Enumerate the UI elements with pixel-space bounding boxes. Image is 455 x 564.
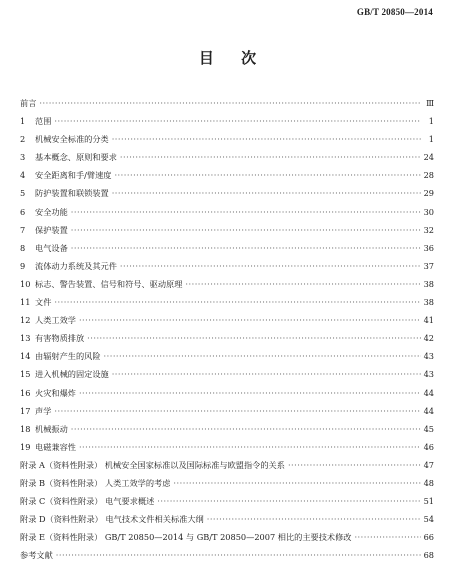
dot-leader [79, 384, 421, 402]
toc-entry-label: 附录 D（资料性附录） 电气技术文件相关标准大纲 [20, 514, 204, 525]
toc-entry-label: 防护装置和联锁装置 [35, 188, 109, 199]
toc-entry-page-number: 43 [423, 351, 434, 362]
toc-entry-number: 11 [20, 297, 31, 308]
toc-entry[interactable] [20, 546, 434, 564]
dot-leader [112, 130, 421, 148]
toc-entry-number: 15 [20, 369, 31, 380]
toc-entry[interactable] [20, 510, 434, 528]
dot-leader [39, 94, 421, 112]
toc-entry-page-number: Ⅲ [426, 98, 434, 108]
toc-entry-page-number: 32 [423, 224, 434, 235]
toc-entry-number: 10 [20, 278, 31, 289]
toc-entry[interactable] [20, 438, 434, 456]
toc-entry-page-number: 43 [423, 369, 434, 380]
toc-entry-label: 安全距离和手/臂速度 [35, 170, 112, 181]
toc-entry-label: 机械安全标准的分类 [35, 134, 109, 145]
dot-leader [79, 438, 421, 456]
toc-entry-page-number: 46 [423, 441, 434, 452]
toc-entry[interactable] [20, 275, 434, 293]
toc-entry-number: 2 [20, 134, 26, 145]
toc-entry-label: 保护装置 [35, 224, 68, 235]
toc-entry-page-number: 24 [423, 152, 434, 163]
toc-entry[interactable] [20, 347, 434, 365]
toc-entry-page-number: 30 [423, 206, 434, 217]
toc-entry[interactable] [20, 474, 434, 492]
dot-leader [71, 203, 421, 221]
toc-entry-page-number: 29 [423, 188, 434, 199]
dot-leader [87, 329, 420, 347]
toc-entry[interactable] [20, 203, 434, 221]
dot-leader [56, 546, 421, 564]
toc-entry[interactable] [20, 94, 434, 112]
toc-entry-label: 有害物质排放 [35, 333, 85, 344]
toc-entry-label: 范围 [35, 116, 52, 127]
toc-entry-number: 13 [20, 333, 31, 344]
toc-entry[interactable] [20, 293, 434, 311]
dot-leader [173, 474, 420, 492]
toc-entry-page-number: 68 [423, 550, 434, 561]
dot-leader [288, 456, 421, 474]
toc-entry-page-number: 28 [423, 170, 434, 181]
toc-entry-number: 5 [20, 188, 26, 199]
toc-entry-page-number: 38 [423, 297, 434, 308]
toc-entry-page-number: 1 [428, 134, 434, 145]
dot-leader [54, 112, 421, 130]
toc-entry[interactable] [20, 166, 434, 184]
toc-entry-number: 12 [20, 315, 31, 326]
table-of-contents [20, 94, 434, 564]
toc-entry-label: 进入机械的固定设施 [35, 369, 109, 380]
dot-leader [112, 184, 421, 202]
toc-entry-label: 文件 [35, 297, 52, 308]
dot-leader [79, 311, 421, 329]
toc-entry-label: 标志、警告装置、信号和符号、驱动原理 [35, 278, 183, 289]
toc-entry-number: 9 [20, 260, 26, 271]
toc-entry-page-number: 48 [423, 477, 434, 488]
dot-leader [71, 221, 421, 239]
dot-leader [120, 257, 421, 275]
dot-leader [185, 275, 420, 293]
toc-entry-label: 电气设备 [35, 242, 68, 253]
toc-entry-number: 3 [20, 152, 26, 163]
dot-leader [54, 402, 420, 420]
toc-entry[interactable] [20, 184, 434, 202]
toc-entry[interactable] [20, 329, 434, 347]
dot-leader [354, 528, 420, 546]
toc-entry-page-number: 47 [423, 459, 434, 470]
document-code: GB/T 20850—2014 [356, 7, 433, 17]
dot-leader [157, 492, 420, 510]
toc-entry-number: 16 [20, 387, 31, 398]
dot-leader [104, 347, 421, 365]
toc-entry-label: 由辐射产生的风险 [35, 351, 101, 362]
toc-entry[interactable] [20, 528, 434, 546]
toc-entry-label: 附录 C（资料性附录） 电气要求概述 [20, 496, 155, 507]
toc-entry[interactable] [20, 112, 434, 130]
toc-entry[interactable] [20, 257, 434, 275]
toc-entry-label: 附录 B（资料性附录） 人类工效学的考虑 [20, 477, 171, 488]
toc-entry-page-number: 1 [428, 116, 434, 127]
toc-entry-number: 18 [20, 423, 31, 434]
toc-entry-page-number: 37 [423, 260, 434, 271]
toc-entry-label: 前言 [20, 98, 37, 108]
toc-entry[interactable] [20, 239, 434, 257]
toc-entry-number: 6 [20, 206, 26, 217]
toc-entry-page-number: 66 [423, 532, 434, 543]
toc-entry-label: 基本概念、原则和要求 [35, 152, 117, 163]
toc-entry-label: 参考文献 [20, 550, 53, 561]
toc-entry-label: 安全功能 [35, 206, 68, 217]
dot-leader [120, 148, 421, 166]
toc-entry-number: 4 [20, 170, 26, 181]
toc-entry-page-number: 36 [423, 242, 434, 253]
toc-entry-number: 1 [20, 116, 26, 127]
dot-leader [114, 166, 420, 184]
toc-entry-number: 14 [20, 351, 31, 362]
toc-entry-number: 8 [20, 242, 26, 253]
toc-entry[interactable] [20, 402, 434, 420]
dot-leader [54, 293, 420, 311]
toc-entry-label: 电磁兼容性 [35, 441, 76, 452]
toc-entry-number: 7 [20, 224, 26, 235]
toc-entry[interactable] [20, 492, 434, 510]
toc-entry-page-number: 51 [423, 496, 434, 507]
toc-entry-label: 附录 E（资料性附录） GB/T 20850—2014 与 GB/T 20850—2007 相比的主要技术修改 [20, 532, 352, 543]
toc-entry-page-number: 42 [423, 333, 434, 344]
dot-leader [207, 510, 421, 528]
page-title: 目 次 [198, 49, 257, 67]
toc-entry-page-number: 44 [423, 405, 434, 416]
toc-entry[interactable] [20, 148, 434, 166]
toc-entry-number: 19 [20, 441, 31, 452]
toc-entry-page-number: 44 [423, 387, 434, 398]
toc-entry-label: 声学 [35, 405, 52, 416]
toc-entry[interactable] [20, 311, 434, 329]
dot-leader [71, 239, 421, 257]
toc-entry[interactable] [20, 221, 434, 239]
toc-entry-label: 附录 A（资料性附录） 机械安全国家标准以及国际标准与欧盟指令的关系 [20, 459, 285, 470]
dot-leader [71, 420, 421, 438]
toc-entry-number: 17 [20, 405, 31, 416]
toc-entry-label: 火灾和爆炸 [35, 387, 76, 398]
toc-entry-label: 流体动力系统及其元件 [35, 260, 117, 271]
toc-entry-page-number: 45 [423, 423, 434, 434]
toc-entry-page-number: 38 [423, 278, 434, 289]
toc-entry[interactable] [20, 130, 434, 148]
toc-entry-page-number: 54 [423, 514, 434, 525]
toc-entry[interactable] [20, 365, 434, 383]
toc-entry-page-number: 41 [423, 315, 434, 326]
toc-entry-label: 机械振动 [35, 423, 68, 434]
toc-entry-label: 人类工效学 [35, 315, 76, 326]
toc-entry[interactable] [20, 456, 434, 474]
toc-entry[interactable] [20, 420, 434, 438]
dot-leader [112, 365, 421, 383]
toc-entry[interactable] [20, 384, 434, 402]
